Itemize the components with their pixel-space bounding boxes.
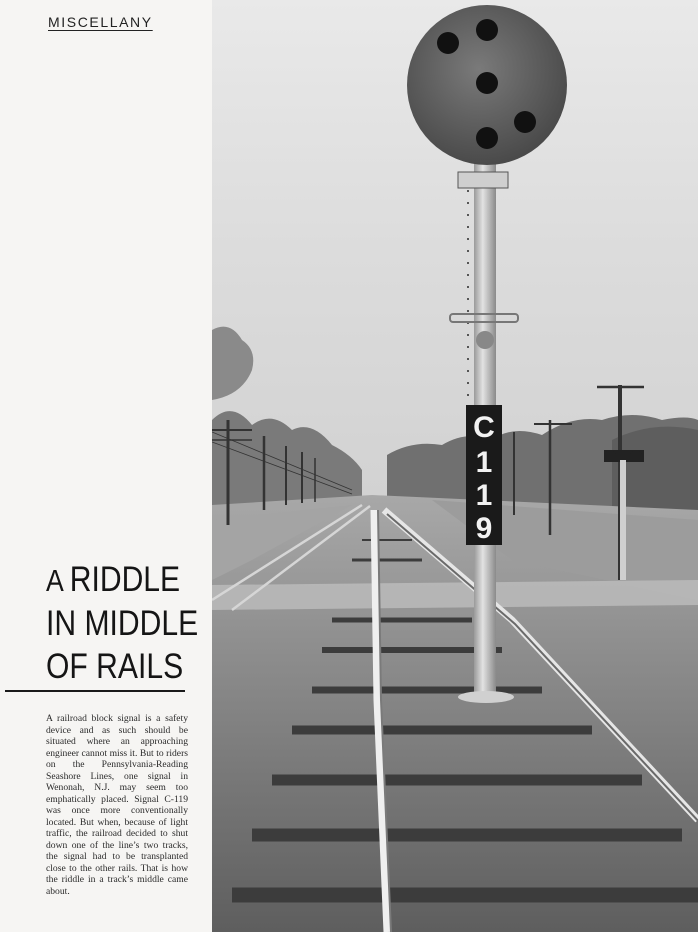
signal-head xyxy=(407,5,567,165)
railroad-signal-photo xyxy=(212,0,698,932)
signal-number-plate xyxy=(466,405,502,545)
plate-digit-1: 1 xyxy=(475,446,493,479)
article-body: A railroad block signal is a safety device and as such should be situated where an approaching engineer cannot miss it. But to riders on the Pennsylvania-Reading Seashore Lines, one signal in Wenonah, N.J. may seem too emphatically placed. Signal C-119 was once more conventionally located. But when, because of light traffic, the railroad decided to shut down one of the line’s two tracks, the signal had to be transplanted close to the other rails. That is how the riddle in a track’s middle came about. xyxy=(46,713,188,897)
article-headline xyxy=(46,558,199,688)
section-label: MISCELLANY xyxy=(48,14,153,30)
headline-word-a: A xyxy=(46,563,63,598)
headline-line-3: OF RAILS xyxy=(46,647,184,686)
headline-line-1 xyxy=(46,558,188,602)
plate-letter-c: C xyxy=(473,411,495,444)
headline-line-2: IN MIDDLE xyxy=(46,604,199,643)
headline-rule xyxy=(5,690,185,692)
text-column xyxy=(0,0,212,932)
headline-word-riddle: RIDDLE xyxy=(69,560,181,599)
plate-digit-3: 9 xyxy=(475,512,493,545)
plate-digit-2: 1 xyxy=(475,479,493,512)
